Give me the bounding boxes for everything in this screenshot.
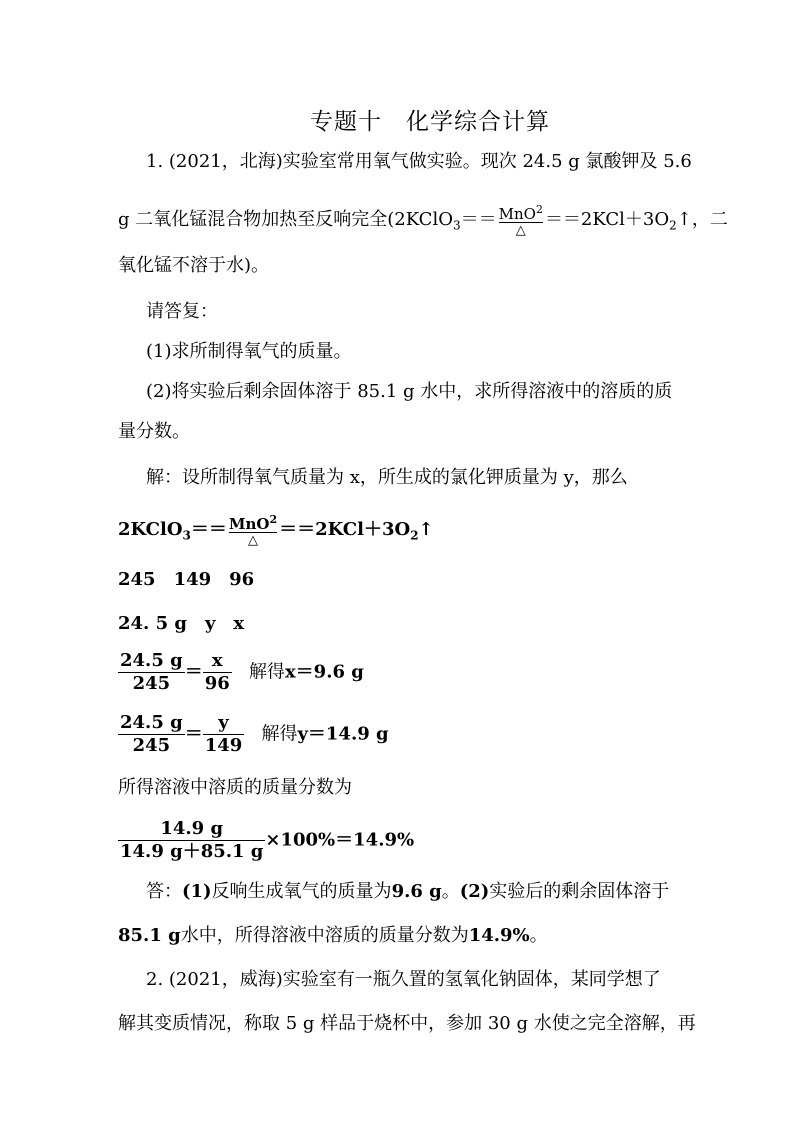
fraction: $\frac{y}{149}$ [204,712,243,756]
fraction: $\frac{24.5 g}{245}$ [120,712,183,756]
proportion-1: $\frac{24.5 g}{245}$ ＝ $\frac{x}{96}$ 解得x＝9.6 g [120,650,364,694]
q1-line2: g 二氧化锰混合物加热至反响完全(2KClO$_3$＝＝ MnO$^2$ △ $==2KCl+3O_2↑$，二 [118,203,728,238]
q1-line3: 氧化锰不溶于水)。 [118,255,270,276]
q2-line1: 2. (2021，威海)实验室有一瓶久置的氢氧化钠固体，某同学想了 [146,969,661,990]
answer-line2: 85.1 g水中，所得溶液中溶质的质量分数为14.9%。 [118,925,548,946]
q1-sub2-line2: 量分数。 [118,421,190,442]
fraction: $\frac{x}{96}$ [204,650,230,694]
q2-line2: 解其变质情况，称取 5 g 样品于烧杯中，参加 30 g 水使之完全溶解，再 [118,1013,696,1034]
molar-masses: 245 149 96 [118,569,255,590]
page-title: 专题十 化学综合计算 [310,109,550,135]
q1-line1: 1. (2021，北海)实验室常用氧气做实验。现次 24.5 g 氯酸钾及 5.6 [146,151,692,172]
solution-equation: 2KClO$_3$＝＝ MnO$^2$ △ $==2KCl+3O_2↑$ [118,513,434,548]
solution-intro: 解：设所制得氧气质量为 x，所生成的氯化钾质量为 y，那么 [146,467,628,488]
fraction-intro: 所得溶液中溶质的质量分数为 [118,777,352,798]
q1-sub2-line1: (2)将实验后剩余固体溶于 85.1 g 水中，求所得溶液中的溶质的质 [146,381,673,402]
reaction-condition: MnO$^2$ △ [498,203,543,238]
mass-fraction-calc: $\frac{14.9 g}{14.9 g+85.1 g}$ ×100%＝14.9% [120,818,415,862]
q1-sub1: (1)求所制得氧气的质量。 [146,341,352,362]
equation-condition: MnO$^2$ △ [228,513,278,548]
proportion-2: $\frac{24.5 g}{245}$ ＝ $\frac{y}{149}$ 解得y＝14.9 g [120,712,389,756]
given-amounts: 24. 5 g y x [118,613,245,634]
fraction: $\frac{24.5 g}{245}$ [120,650,183,694]
q1-ask: 请答复： [146,301,218,322]
answer-line1: 答：(1)反响生成氧气的质量为9.6 g。(2)实验后的剩余固体溶于 [146,881,670,902]
fraction: $\frac{14.9 g}{14.9 g+85.1 g}$ [120,818,264,862]
